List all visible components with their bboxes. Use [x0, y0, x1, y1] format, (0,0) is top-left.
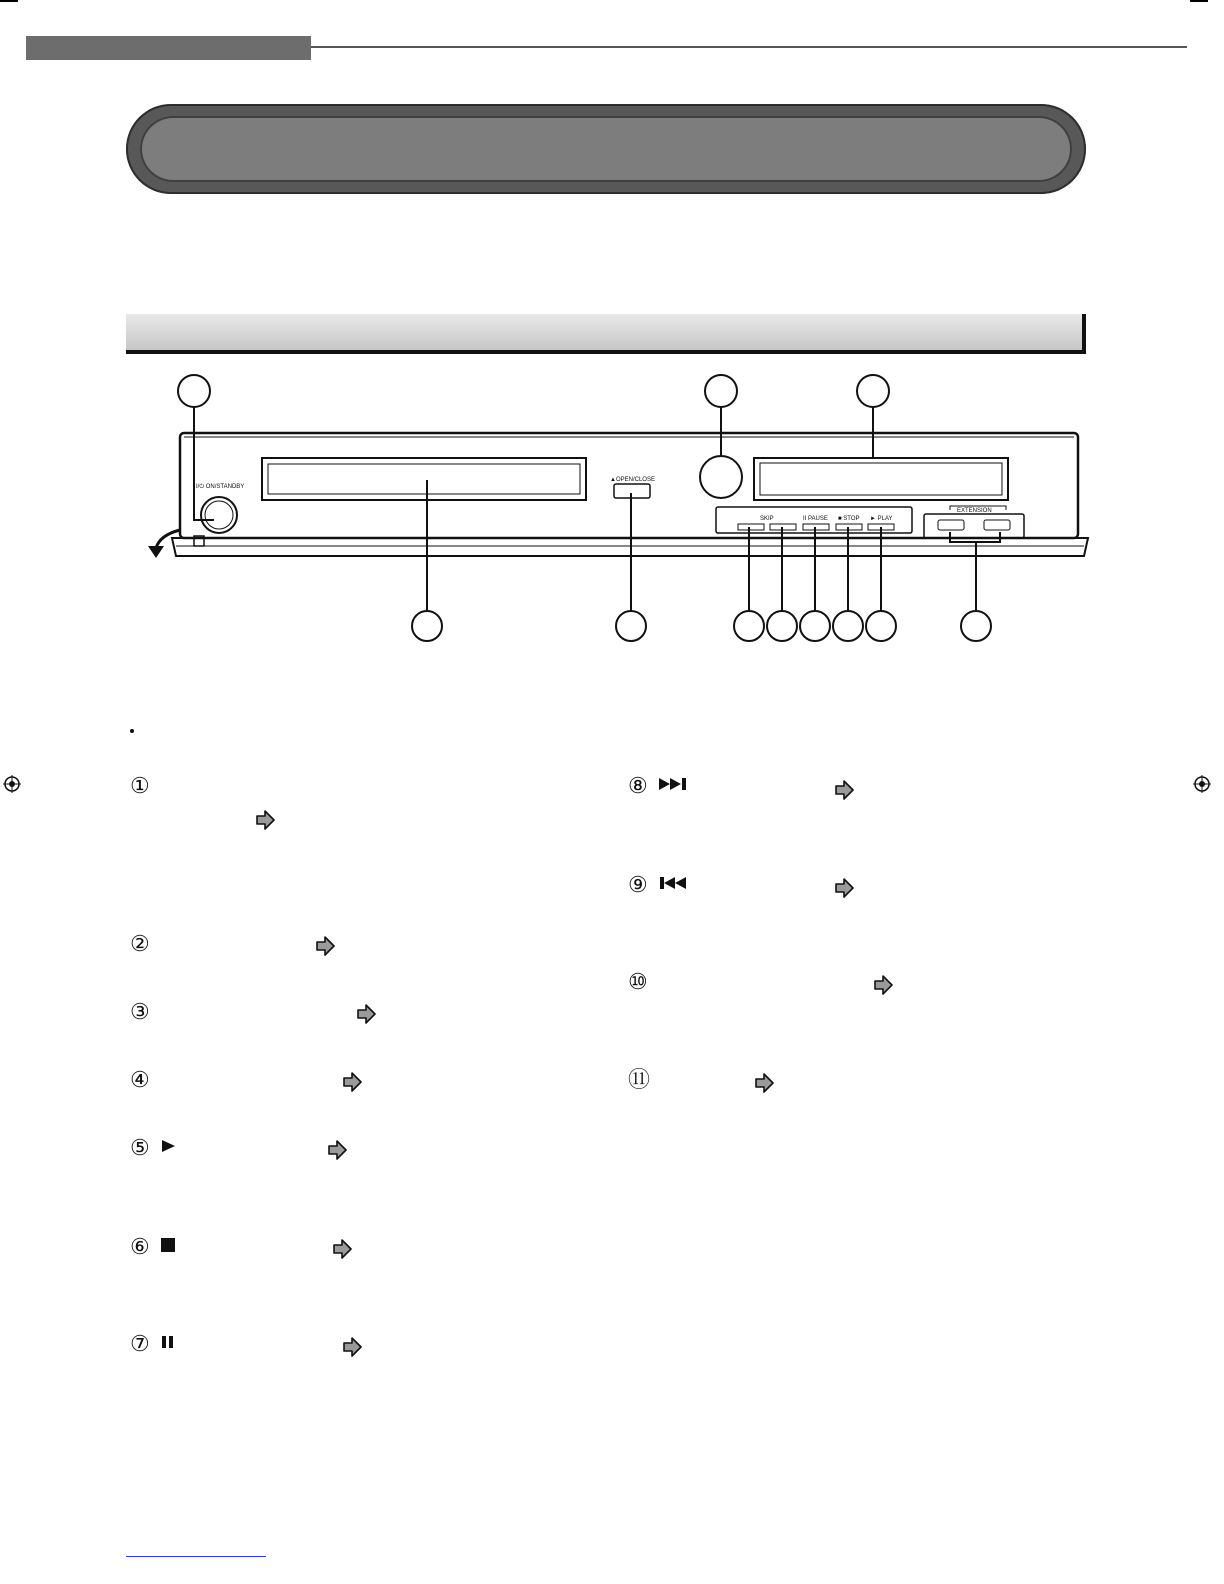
open-close-label: ▲OPEN/CLOSE: [610, 477, 655, 483]
play-icon: [160, 1138, 176, 1154]
list-item-6: [130, 1235, 330, 1261]
page-reference-arrow-icon: [327, 1140, 347, 1160]
crop-mark-right: [1190, 0, 1208, 2]
extension-label: EXTENSION: [957, 508, 992, 514]
registration-mark-icon: [1193, 775, 1211, 793]
page-reference-arrow-icon: [356, 1004, 376, 1024]
crop-mark-left: [0, 0, 18, 2]
callout-2: [705, 375, 737, 407]
callout-6: [734, 611, 764, 641]
callout-8: [800, 611, 830, 641]
page-reference-arrow-icon: [255, 810, 275, 830]
title-banner: [126, 104, 1086, 194]
item-number: ②: [130, 931, 150, 956]
extension-panel: [924, 514, 1024, 538]
skip-back-icon: [658, 875, 690, 891]
pause-icon: [160, 1334, 176, 1350]
page-reference-arrow-icon: [834, 878, 854, 898]
callout-10: [866, 611, 896, 641]
pause-label: II PAUSE: [803, 516, 828, 522]
sensor-circle: [700, 456, 742, 498]
page-reference-arrow-icon: [873, 975, 893, 995]
callout-1: [178, 375, 210, 407]
item-number: ④: [130, 1067, 150, 1092]
section-header-bar: [126, 314, 1086, 354]
callout-4: [412, 611, 442, 641]
registration-mark-icon: [3, 775, 21, 793]
stop-icon: [160, 1237, 176, 1253]
skip-forward-icon: [658, 776, 690, 792]
play-label: ► PLAY: [870, 516, 893, 522]
item-number: ⑧: [628, 773, 648, 798]
title-banner-inner: [140, 116, 1072, 182]
callout-11: [961, 611, 991, 641]
list-item-4: [130, 1068, 330, 1094]
stop-label: ■ STOP: [838, 516, 860, 522]
list-item-2: [130, 932, 330, 958]
item-number: ⑩: [628, 969, 648, 994]
page-reference-arrow-icon: [754, 1073, 774, 1093]
power-button-shape: [201, 497, 237, 533]
callout-7: [767, 611, 797, 641]
header-rule: [311, 46, 1187, 48]
callout-5: [616, 611, 646, 641]
page-reference-arrow-icon: [342, 1072, 362, 1092]
list-item-3: [130, 1000, 330, 1026]
item-number: ⑨: [628, 872, 648, 897]
item-number: ①: [130, 773, 150, 798]
header-tab: [26, 36, 311, 60]
list-item-8: [628, 774, 828, 800]
unit-body: [180, 433, 1078, 538]
list-item-11: [628, 1068, 828, 1094]
item-number: ③: [130, 999, 150, 1024]
list-item-10: [628, 970, 828, 996]
callout-3: [857, 375, 889, 407]
display-window: [754, 458, 1008, 500]
list-item-9: [628, 873, 828, 899]
item-number: ⑥: [130, 1234, 150, 1259]
footer-link-underline[interactable]: [126, 1556, 266, 1557]
item-number: ⑤: [130, 1135, 150, 1160]
front-panel-diagram: [0, 360, 1224, 650]
list-item-7: [130, 1332, 330, 1358]
page-reference-arrow-icon: [315, 936, 335, 956]
list-item-5: [130, 1136, 330, 1162]
page-reference-arrow-icon: [342, 1337, 362, 1357]
page-reference-arrow-icon: [332, 1239, 352, 1259]
list-item-1: [130, 774, 330, 800]
item-number: ⑦: [130, 1331, 150, 1356]
power-label: I/⏻ ON/STANDBY: [196, 484, 245, 490]
item-number: ⑪: [628, 1067, 651, 1092]
callout-9: [833, 611, 863, 641]
bullet-dot: [130, 729, 134, 733]
skip-label: SKIP: [760, 516, 774, 522]
page-reference-arrow-icon: [834, 780, 854, 800]
